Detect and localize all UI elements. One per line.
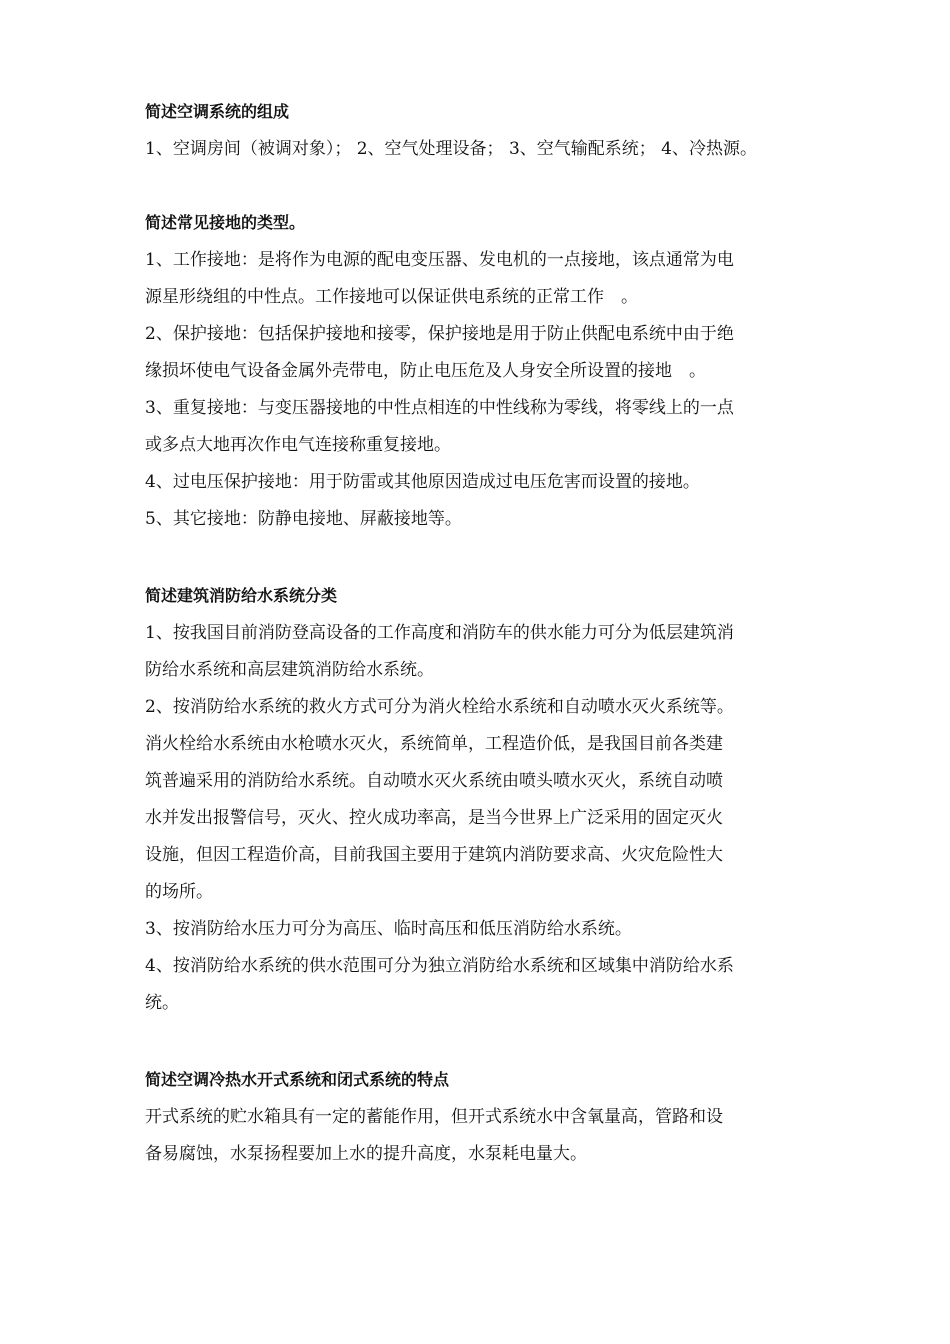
section-heading: 简述建筑消防给水系统分类 [145, 586, 338, 605]
text-line: 或多点大地再次作电气连接称重复接地。 [145, 435, 451, 455]
text-line: 1、工作接地：是将作为电源的配电变压器、发电机的一点接地，该点通常为电 [145, 250, 734, 270]
text-line: 的场所。 [145, 882, 213, 902]
section-ac-system-components [145, 102, 835, 168]
section-heading: 简述空调系统的组成 [145, 102, 290, 121]
text-line: 1、空调房间（被调对象）； 2、空气处理设备； 3、空气输配系统； 4、冷热源。 [145, 139, 757, 159]
text-line: 缘损坏使电气设备金属外壳带电，防止电压危及人身安全所设置的接地 。 [145, 361, 706, 381]
section-grounding-types [145, 213, 835, 538]
section-body [145, 131, 835, 168]
section-chilled-water-open-closed [145, 1070, 835, 1173]
section-body [145, 1099, 835, 1173]
text-line: 设施，但因工程造价高，目前我国主要用于建筑内消防要求高、火灾危险性大 [145, 845, 723, 865]
text-line: 2、按消防给水系统的救火方式可分为消火栓给水系统和自动喷水灭火系统等。 [145, 697, 734, 717]
section-heading: 简述常见接地的类型。 [145, 213, 306, 232]
text-line: 备易腐蚀，水泵扬程要加上水的提升高度，水泵耗电量大。 [145, 1144, 587, 1164]
text-line: 1、按我国目前消防登高设备的工作高度和消防车的供水能力可分为低层建筑消 [145, 623, 734, 643]
text-line: 消火栓给水系统由水枪喷水灭火，系统简单，工程造价低，是我国目前各类建 [145, 734, 723, 754]
text-line: 4、按消防给水系统的供水范围可分为独立消防给水系统和区域集中消防给水系 [145, 956, 734, 976]
text-line: 5、其它接地：防静电接地、屏蔽接地等。 [145, 509, 462, 529]
section-body [145, 242, 835, 538]
text-line: 4、过电压保护接地：用于防雷或其他原因造成过电压危害而设置的接地。 [145, 472, 700, 492]
section-body [145, 615, 835, 1022]
text-line: 筑普遍采用的消防给水系统。自动喷水灭火系统由喷头喷水灭火，系统自动喷 [145, 771, 723, 791]
text-line: 统。 [145, 993, 179, 1013]
text-line: 防给水系统和高层建筑消防给水系统。 [145, 660, 434, 680]
text-line: 2、保护接地：包括保护接地和接零，保护接地是用于防止供配电系统中由于绝 [145, 324, 734, 344]
text-line: 开式系统的贮水箱具有一定的蓄能作用，但开式系统水中含氧量高，管路和设 [145, 1107, 723, 1127]
text-line: 3、重复接地：与变压器接地的中性点相连的中性线称为零线，将零线上的一点 [145, 398, 734, 418]
text-line: 水并发出报警信号，灭火、控火成功率高，是当今世界上广泛采用的固定灭火 [145, 808, 723, 828]
text-line: 3、按消防给水压力可分为高压、临时高压和低压消防给水系统。 [145, 919, 632, 939]
section-heading: 简述空调冷热水开式系统和闭式系统的特点 [145, 1070, 450, 1089]
text-line: 源星形绕组的中性点。工作接地可以保证供电系统的正常工作 。 [145, 287, 638, 307]
section-fire-water-classification [145, 586, 835, 1022]
